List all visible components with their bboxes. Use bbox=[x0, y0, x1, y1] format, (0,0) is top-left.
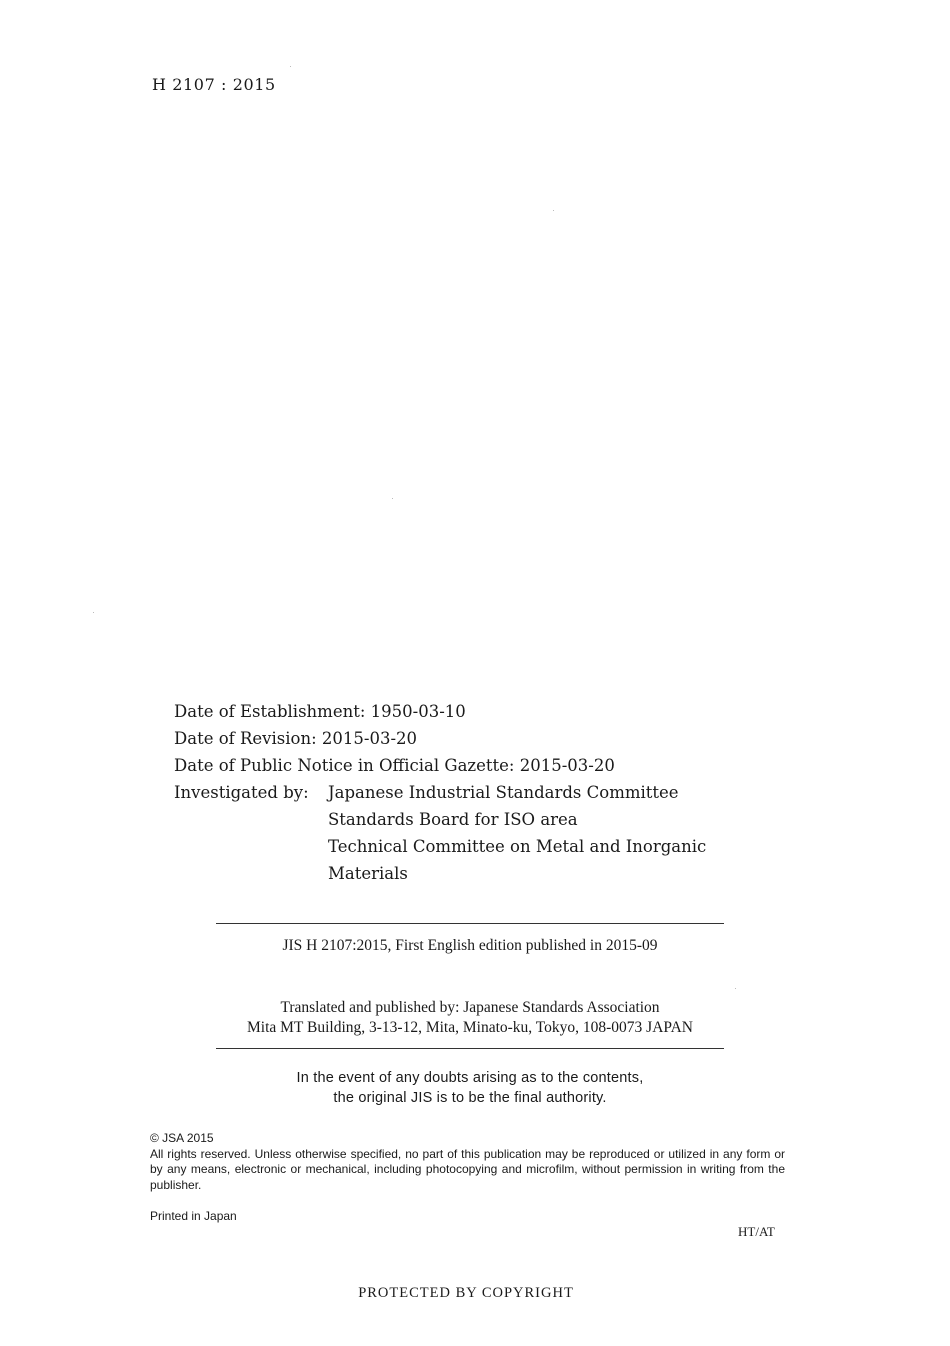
copyright-footer: PROTECTED BY COPYRIGHT bbox=[358, 1285, 574, 1301]
scan-speck bbox=[553, 210, 554, 211]
authority-line: the original JIS is to be the final authority. bbox=[333, 1090, 607, 1106]
document-code: HT/AT bbox=[738, 1224, 775, 1239]
copyright-notice: © JSA 2015 bbox=[150, 1131, 214, 1145]
investigated-by-label: Investigated by: bbox=[174, 783, 309, 802]
publisher-line: Translated and published by: Japanese Standards Association bbox=[280, 999, 660, 1016]
divider-top bbox=[216, 923, 724, 924]
standard-info bbox=[174, 698, 706, 887]
committee-line: Standards Board for ISO area bbox=[328, 810, 578, 829]
date-of-establishment: Date of Establishment: 1950-03-10 bbox=[174, 702, 466, 721]
divider-bottom bbox=[216, 1048, 724, 1049]
standard-number: H 2107 : 2015 bbox=[152, 75, 276, 94]
publisher-address: Mita MT Building, 3-13-12, Mita, Minato-ku, Tokyo, 108-0073 JAPAN bbox=[247, 1019, 693, 1036]
authority-note bbox=[216, 1068, 724, 1108]
copyright-block bbox=[150, 1131, 785, 1193]
printed-in: Printed in Japan bbox=[150, 1209, 237, 1223]
scan-speck bbox=[735, 988, 736, 989]
committee-line: Technical Committee on Metal and Inorganic bbox=[328, 837, 707, 856]
committee-line: Japanese Industrial Standards Committee bbox=[328, 783, 679, 802]
scan-speck bbox=[392, 498, 393, 499]
publisher-info bbox=[216, 998, 724, 1038]
investigated-by bbox=[174, 779, 706, 887]
scan-speck bbox=[290, 66, 291, 67]
investigated-by-bodies bbox=[328, 779, 706, 887]
rights-statement: All rights reserved. Unless otherwise specified, no part of this publication may be reproduced or utilized in any form or by any means, electronic or mechanical, including photocopying and microfilm, without permission in writing from the publisher. bbox=[150, 1146, 785, 1192]
edition-statement: JIS H 2107:2015, First English edition published in 2015-09 bbox=[282, 937, 658, 954]
date-of-public-notice: Date of Public Notice in Official Gazette: 2015-03-20 bbox=[174, 756, 615, 775]
scan-speck bbox=[93, 612, 94, 613]
authority-line: In the event of any doubts arising as to the contents, bbox=[296, 1070, 644, 1086]
committee-line: Materials bbox=[328, 864, 408, 883]
date-of-revision: Date of Revision: 2015-03-20 bbox=[174, 729, 418, 748]
